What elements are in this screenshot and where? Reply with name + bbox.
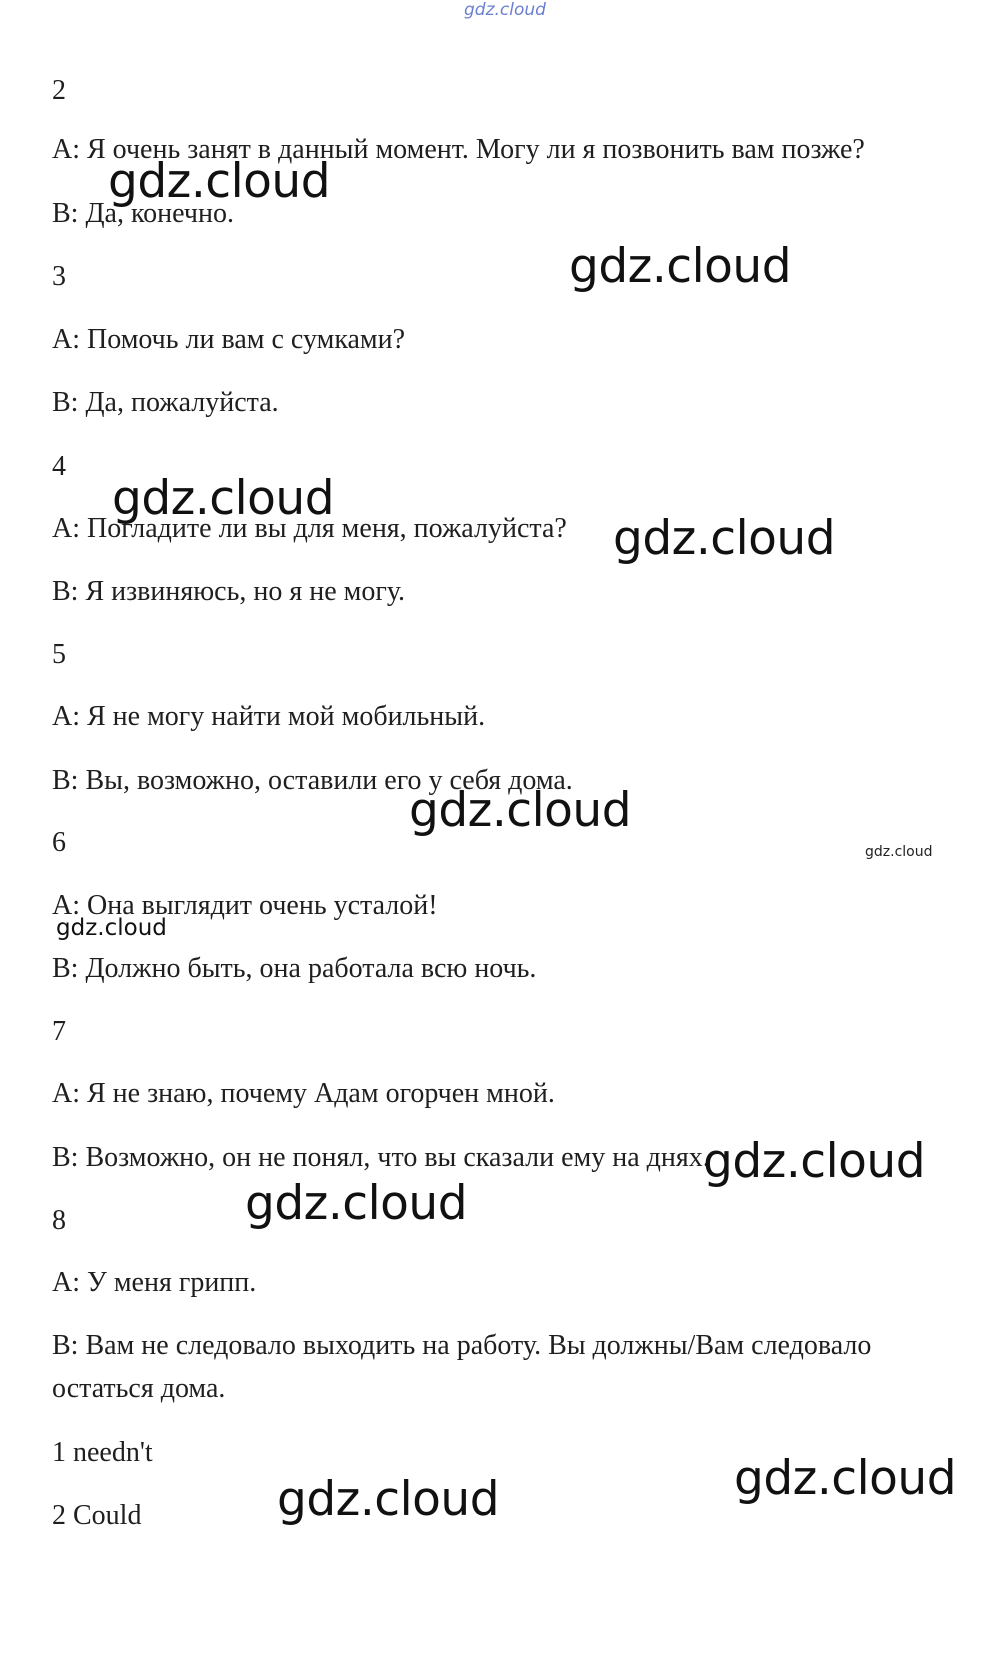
dialogue-line: B: Я извиняюсь, но я не могу. [52,576,406,607]
watermark: gdz.cloud [277,1472,500,1527]
dialogue-line: A: У меня грипп. [52,1267,257,1298]
watermark-medium: gdz.cloud [56,915,167,941]
dialogue-line: B: Да, конечно. [52,198,234,229]
dialogue-line: A: Она выглядит очень усталой! [52,890,438,921]
answer-line: 2 Could [52,1500,142,1531]
dialogue-line: A: Я не могу найти мой мобильный. [52,701,486,732]
watermark: gdz.cloud [613,511,836,566]
watermark: gdz.cloud [569,239,792,294]
dialogue-line: A: Погладите ли вы для меня, пожалуйста? [52,513,567,544]
dialogue-line: B: Да, пожалуйста. [52,387,279,418]
watermark: gdz.cloud [112,471,335,526]
item-number-5: 5 [52,639,66,670]
watermark-small: gdz.cloud [865,844,933,860]
item-number-6: 6 [52,827,66,858]
dialogue-line: A: Помочь ли вам с сумками? [52,324,406,355]
dialogue-line: B: Вам не следовало выходить на работу. Вы должны/Вам следовало [52,1330,872,1361]
item-number-7: 7 [52,1016,66,1047]
item-number-8: 8 [52,1205,66,1236]
watermark: gdz.cloud [409,783,632,838]
item-number-3: 3 [52,261,66,292]
watermark-header: gdz.cloud [464,0,546,20]
watermark: gdz.cloud [734,1451,957,1506]
item-number-2: 2 [52,75,66,106]
watermark: gdz.cloud [703,1134,926,1189]
dialogue-line: B: Вы, возможно, оставили его у себя дома. [52,765,573,796]
dialogue-line: A: Я очень занят в данный момент. Могу ли я позвонить вам позже? [52,134,865,165]
dialogue-line: остаться дома. [52,1373,226,1404]
answer-line: 1 needn't [52,1437,153,1468]
watermark: gdz.cloud [245,1176,468,1231]
dialogue-line: B: Возможно, он не понял, что вы сказали ему на днях. [52,1142,710,1173]
dialogue-line: B: Должно быть, она работала всю ночь. [52,953,537,984]
dialogue-line: A: Я не знаю, почему Адам огорчен мной. [52,1078,555,1109]
item-number-4: 4 [52,451,66,482]
watermark: gdz.cloud [108,154,331,209]
